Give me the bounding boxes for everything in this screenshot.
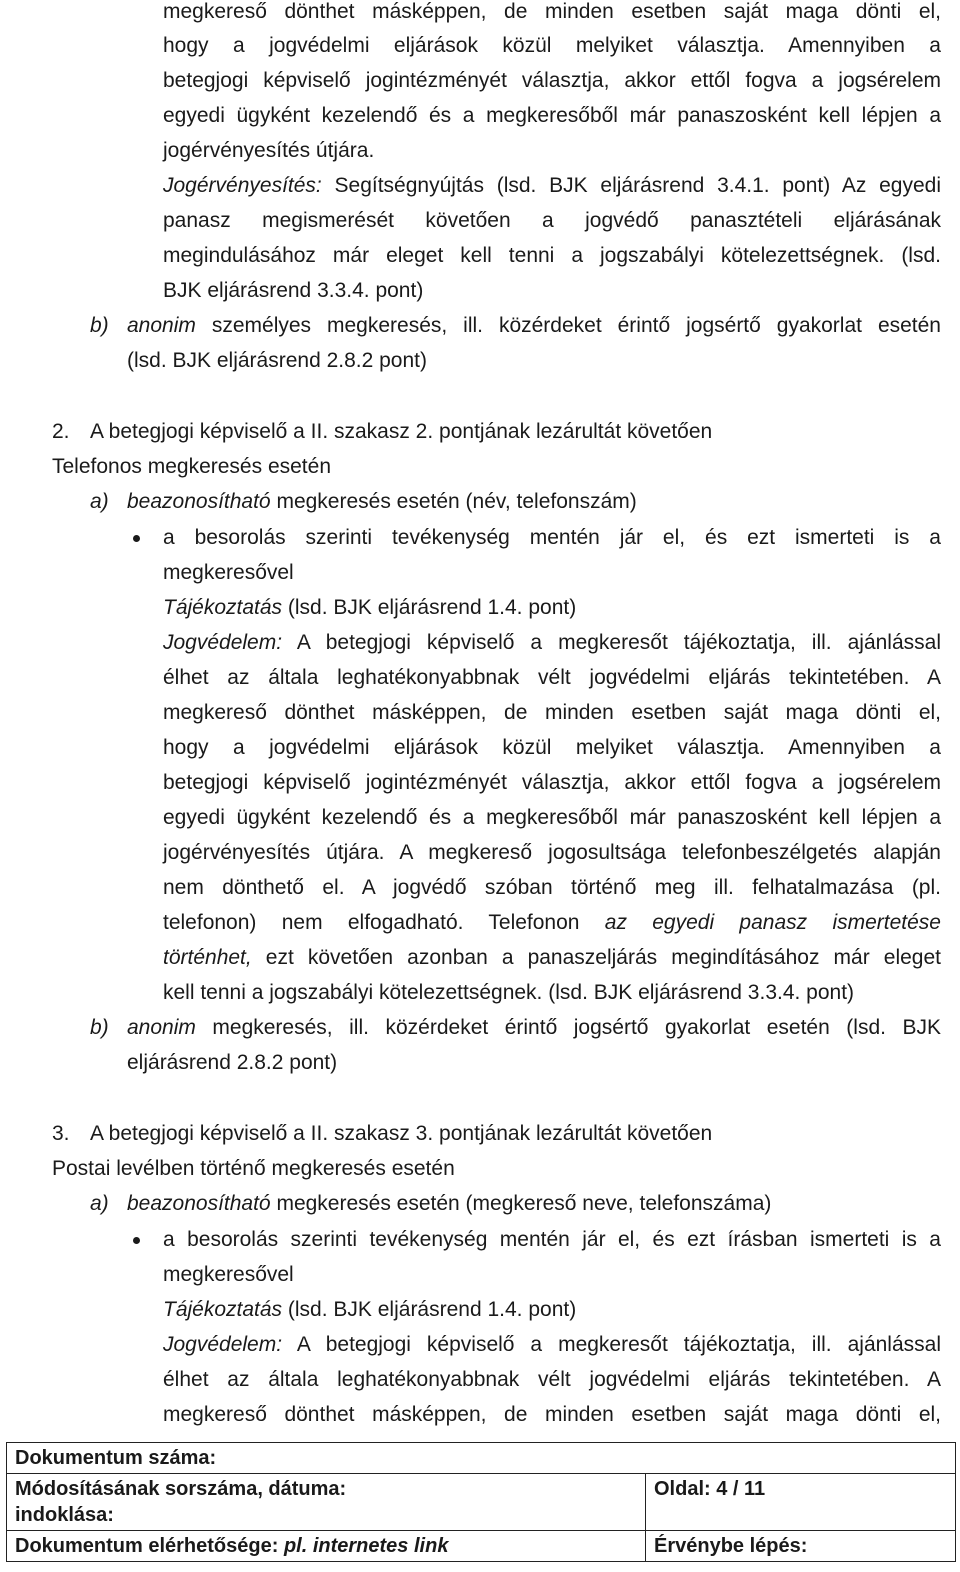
paragraph-line: megkereső dönthet másképpen, de minden esetben saját maga dönti el, bbox=[163, 0, 941, 23]
paragraph-line bbox=[127, 1016, 941, 1040]
term-label: anonim bbox=[127, 314, 196, 337]
paragraph-line: hogy a jogvédelmi eljárások közül melyiket választja. Amennyiben a bbox=[163, 34, 941, 57]
paragraph-line: BJK eljárásrend 3.3.4. pont) bbox=[163, 279, 424, 302]
availability-value: pl. internetes link bbox=[283, 1535, 449, 1557]
paragraph-line bbox=[127, 1192, 941, 1216]
paragraph-line: betegjogi képviselő jogintézményét választja, akkor ettől fogva a jogsérelem bbox=[163, 69, 941, 92]
term-label: anonim bbox=[127, 1016, 196, 1039]
term-label: beazonosítható bbox=[127, 490, 271, 513]
paragraph-line bbox=[163, 911, 941, 935]
effective-date-cell: Érvénybe lépés: bbox=[646, 1531, 956, 1562]
section-number: 2. bbox=[52, 420, 70, 443]
availability-cell bbox=[7, 1531, 646, 1562]
emphasis-text: történhet, bbox=[163, 946, 252, 969]
paragraph-line bbox=[163, 174, 941, 198]
paragraph-line: megindulásához már eleget kell tenni a jogszabályi kötelezettségnek. (lsd. bbox=[163, 244, 941, 267]
list-marker: b) bbox=[90, 1016, 109, 1039]
term-label: Jogvédelem: bbox=[163, 631, 283, 654]
paragraph-line bbox=[127, 490, 941, 514]
paragraph-line: betegjogi képviselő jogintézményét választja, akkor ettől fogva a jogsérelem bbox=[163, 771, 941, 794]
paragraph-line: a besorolás szerinti tevékenység mentén jár el, és ezt ismerteti is a bbox=[163, 526, 941, 549]
text-run: személyes megkeresés, ill. közérdeket érintő jogsértő gyakorlat esetén bbox=[195, 314, 941, 337]
paragraph-line bbox=[127, 314, 941, 338]
text-run: megkeresés esetén (név, telefonszám) bbox=[270, 490, 637, 513]
paragraph-line: élhet az általa leghatékonyabbnak vélt jogvédelmi eljárás tekintetében. A bbox=[163, 666, 941, 689]
section-title: A betegjogi képviselő a II. szakasz 2. pontjának lezárultát követően bbox=[90, 420, 713, 443]
paragraph-line: jogérvényesítés útjára. A megkereső jogosultsága telefonbeszélgetés alapján bbox=[163, 841, 941, 864]
paragraph-line: jogérvényesítés útjára. bbox=[163, 139, 375, 162]
doc-number-cell: Dokumentum száma: bbox=[7, 1443, 956, 1474]
availability-label: Dokumentum elérhetősége: bbox=[15, 1535, 284, 1557]
text-run: Segítségnyújtás (lsd. BJK eljárásrend 3.4.1. pont) Az egyedi bbox=[321, 174, 941, 197]
paragraph-line: megkereső dönthet másképpen, de minden esetben saját maga dönti el, bbox=[163, 1403, 941, 1426]
paragraph-line: hogy a jogvédelmi eljárások közül melyiket választja. Amennyiben a bbox=[163, 736, 941, 759]
term-label: Jogérvényesítés: bbox=[163, 174, 322, 197]
section-subtitle: Telefonos megkeresés esetén bbox=[52, 455, 331, 478]
justification-label: indoklása: bbox=[15, 1504, 114, 1526]
modification-cell bbox=[7, 1474, 646, 1531]
paragraph-line: panasz megismerését követően a jogvédő panasztételi eljárásának bbox=[163, 209, 941, 232]
text-run: (lsd. BJK eljárásrend 1.4. pont) bbox=[282, 1298, 577, 1321]
paragraph-line bbox=[163, 631, 941, 655]
paragraph-line: kell tenni a jogszabályi kötelezettségnek. (lsd. BJK eljárásrend 3.3.4. pont) bbox=[163, 981, 855, 1004]
paragraph-line bbox=[163, 596, 941, 620]
text-run: (lsd. BJK eljárásrend 1.4. pont) bbox=[282, 596, 577, 619]
bullet-icon bbox=[133, 535, 140, 542]
paragraph-line bbox=[163, 1298, 941, 1322]
paragraph-line: eljárásrend 2.8.2 pont) bbox=[127, 1051, 338, 1074]
paragraph-line: megkereső dönthet másképpen, de minden esetben saját maga dönti el, bbox=[163, 701, 941, 724]
paragraph-line bbox=[163, 1333, 941, 1357]
paragraph-line: a besorolás szerinti tevékenység mentén jár el, és ezt írásban ismerteti is a bbox=[163, 1228, 941, 1251]
paragraph-line: egyedi ügyként kezelendő és a megkeresőből már panaszosként kell lépjen a bbox=[163, 806, 941, 829]
page-number-cell bbox=[646, 1474, 956, 1531]
section-subtitle: Postai levélben történő megkeresés esetén bbox=[52, 1157, 455, 1180]
paragraph-line bbox=[163, 946, 941, 970]
term-label: Jogvédelem: bbox=[163, 1333, 283, 1356]
modification-label: Módosításának sorszáma, dátuma: bbox=[15, 1478, 347, 1500]
list-marker: a) bbox=[90, 1192, 109, 1215]
term-label: Tájékoztatás bbox=[163, 596, 283, 619]
term-label: beazonosítható bbox=[127, 1192, 271, 1215]
paragraph-line: (lsd. BJK eljárásrend 2.8.2 pont) bbox=[127, 349, 427, 372]
section-title: A betegjogi képviselő a II. szakasz 3. pontjának lezárultát követően bbox=[90, 1122, 713, 1145]
text-run: A betegjogi képviselő a megkeresőt tájékoztatja, ill. ajánlással bbox=[282, 1333, 941, 1356]
text-run: telefonon) nem elfogadható. Telefonon bbox=[163, 911, 605, 934]
paragraph-line: megkeresővel bbox=[163, 561, 294, 584]
text-run: A betegjogi képviselő a megkeresőt tájékoztatja, ill. ajánlással bbox=[282, 631, 941, 654]
paragraph-line: élhet az általa leghatékonyabbnak vélt jogvédelmi eljárás tekintetében. A bbox=[163, 1368, 941, 1391]
text-run: ezt követően azonban a panaszeljárás megindításához már eleget bbox=[251, 946, 941, 969]
document-footer-table bbox=[6, 1442, 956, 1562]
paragraph-line: nem dönthető el. A jogvédő szóban történő meg ill. felhatalmazása (pl. bbox=[163, 876, 941, 899]
list-marker: a) bbox=[90, 490, 109, 513]
section-number: 3. bbox=[52, 1122, 70, 1145]
paragraph-line: egyedi ügyként kezelendő és a megkeresőből már panaszosként kell lépjen a bbox=[163, 104, 941, 127]
term-label: Tájékoztatás bbox=[163, 1298, 283, 1321]
emphasis-text: az egyedi panasz ismertetése bbox=[604, 911, 941, 934]
text-run: megkeresés, ill. közérdeket érintő jogsértő gyakorlat esetén (lsd. BJK bbox=[195, 1016, 941, 1039]
list-marker: b) bbox=[90, 314, 109, 337]
bullet-icon bbox=[133, 1237, 140, 1244]
paragraph-line: megkeresővel bbox=[163, 1263, 294, 1286]
page-number: Oldal: 4 / 11 bbox=[654, 1478, 766, 1500]
text-run: megkeresés esetén (megkereső neve, telefonszáma) bbox=[270, 1192, 772, 1215]
